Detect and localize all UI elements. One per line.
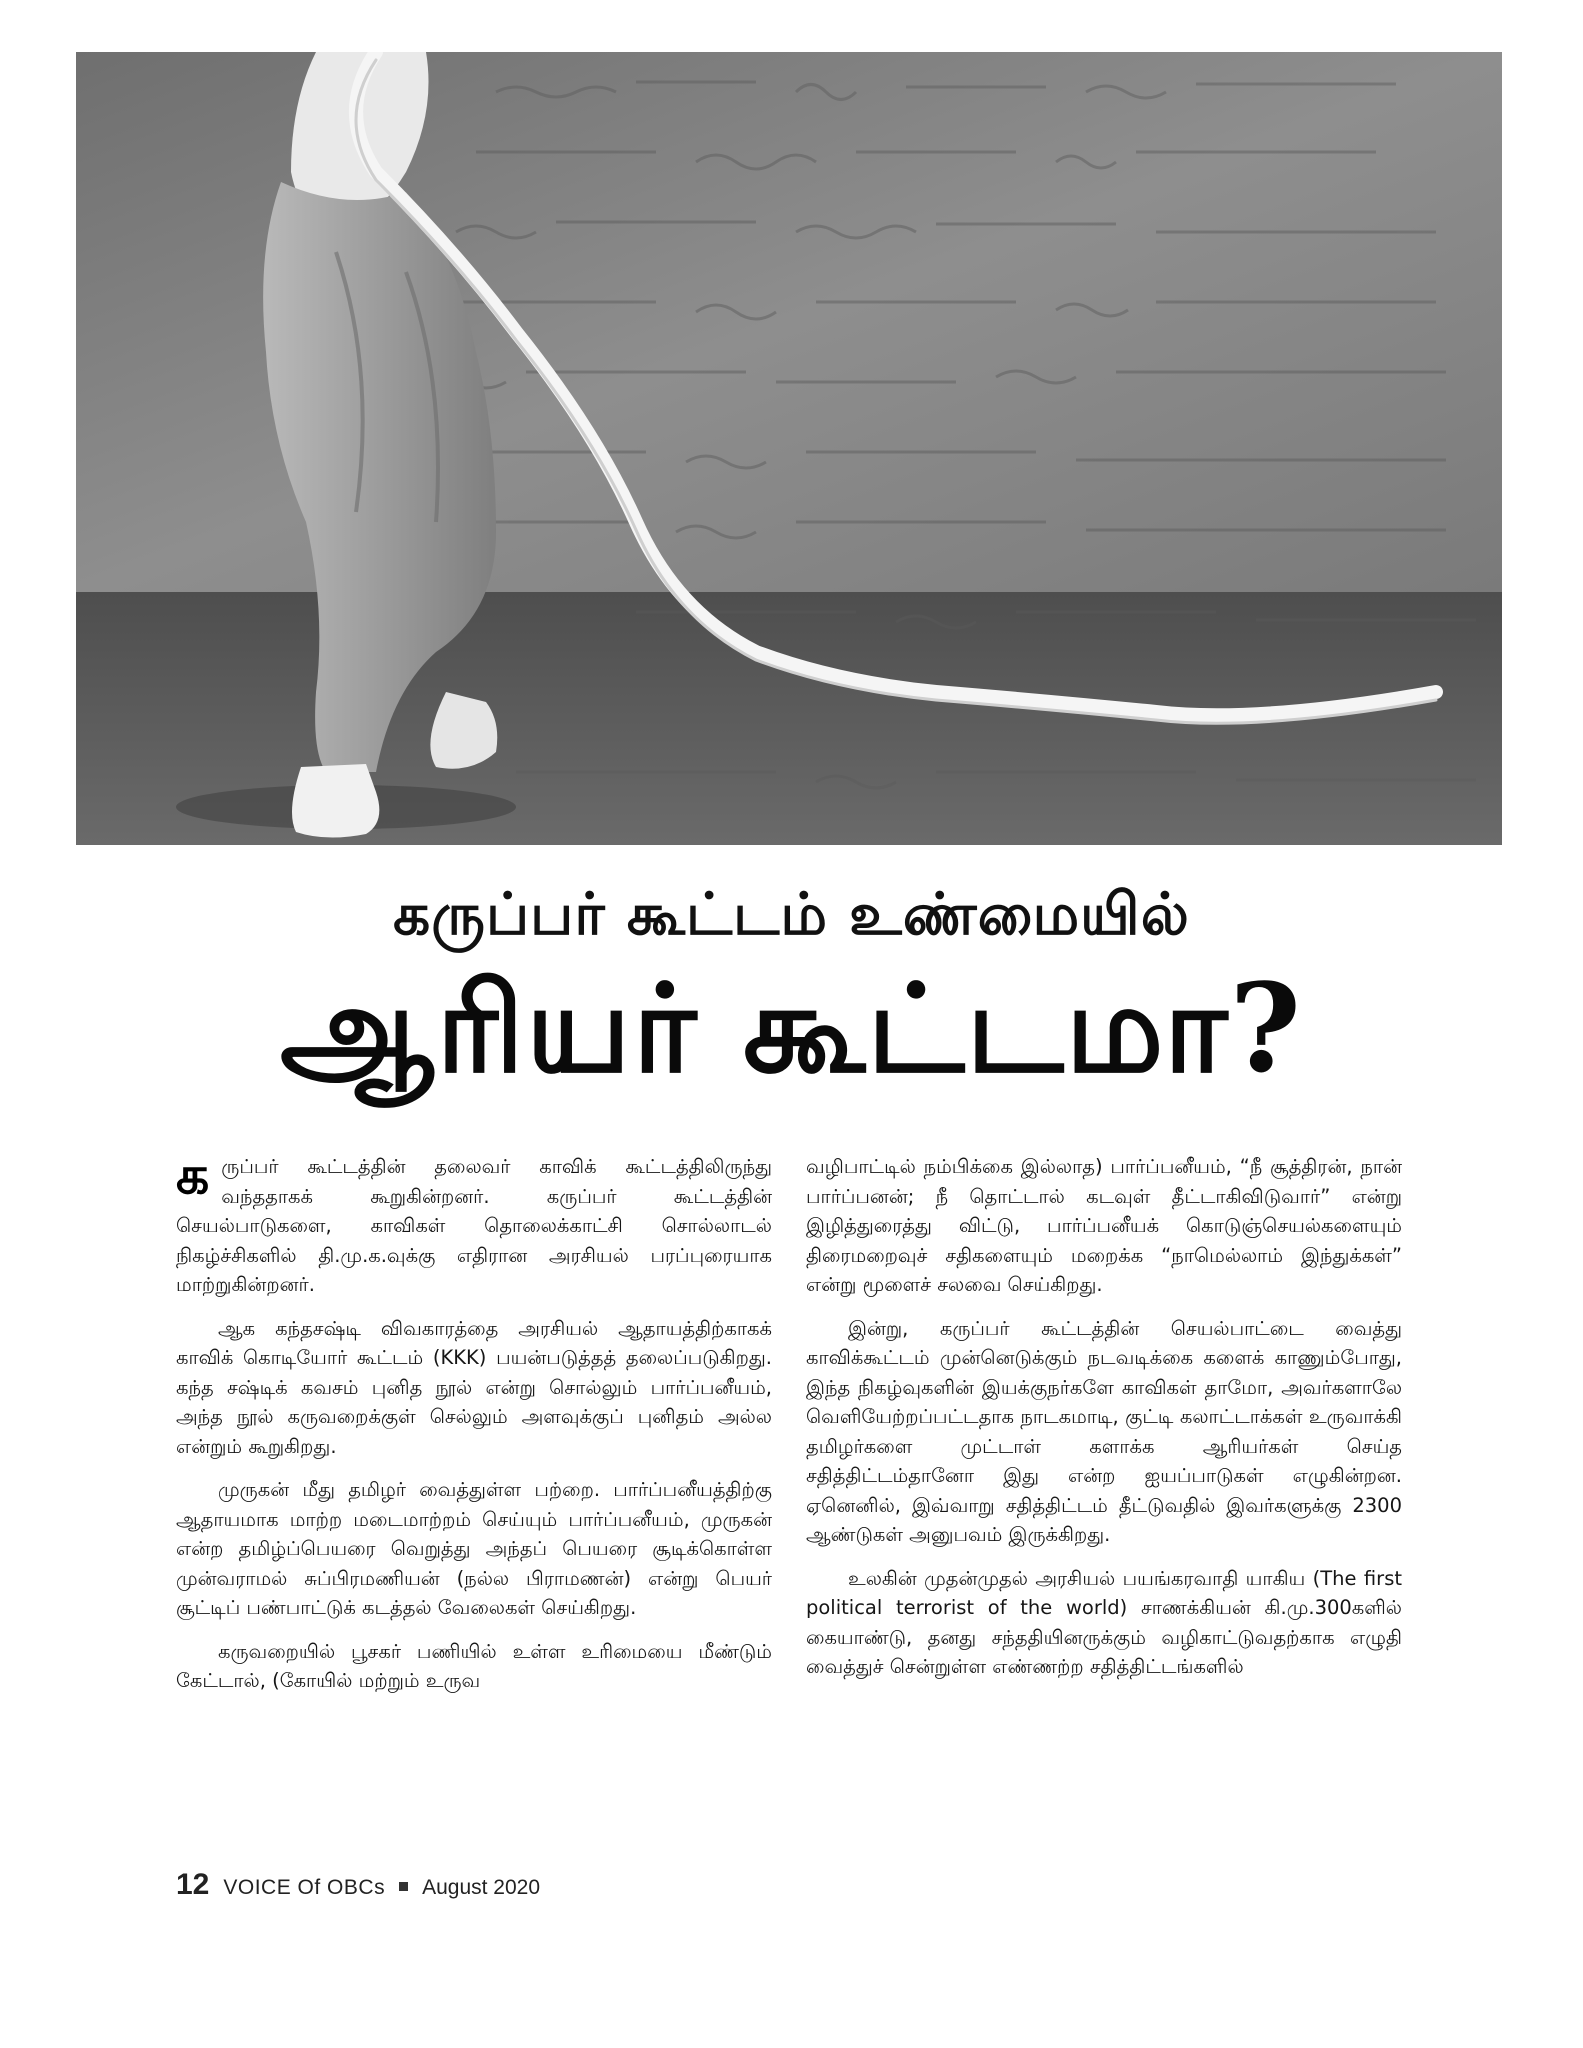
- paragraph: முருகன் மீது தமிழர் வைத்துள்ள பற்றை. பார்ப்பனீயத்திற்கு ஆதாயமாக மாற்ற மடைமாற்றம் செய்யும் பார்ப்பனீயம், முருகன் என்ற தமிழ்ப்பெயரை வெறுத்து அந்தப் பெயரை சூடிக்கொள்ள முன்வராமல் சுப்பிரமணியன் (நல்ல பிராமணன்) என்று பெயர் சூட்டிப் பண்பாட்டுக் கடத்தல் வேலைகள் செய்கிறது.: [176, 1478, 772, 1619]
- paragraph: உலகின் முதன்முதல் அரசியல் பயங்கரவாதி யாகிய (The first political terrorist of the world) சாணக்கியன் கி.மு.300களில் கையாண்டு, தனது சந்ததியினருக்கும் வழிகாட்டுவதற்காக எழுதி வைத்துச் சென்றுள்ள எண்ணற்ற சதித்திட்டங்களில்: [806, 1566, 1402, 1678]
- headline: [0, 875, 1583, 1103]
- article-column-right: [806, 1152, 1402, 1696]
- separator-square-icon: [399, 1882, 408, 1891]
- magazine-name: VOICE Of OBCs: [223, 1876, 386, 1899]
- article-column-left: [176, 1145, 772, 1710]
- paragraph: [176, 1145, 772, 1300]
- page-footer: [176, 1868, 540, 1908]
- paragraph: இன்று, கருப்பர் கூட்டத்தின் செயல்பாட்டை வைத்து காவிக்கூட்டம் முன்னெடுக்கும் நடவடிக்கை களைக் காணும்போது, இந்த நிகழ்வுகளின் இயக்குநர்களே காவிகள் தாமோ, அவர்களாலே வெளியேற்றப்பட்டதாக நாடகமாடி, குட்டி கலாட்டாக்கள் உருவாக்கி தமிழர்களை முட்டாள் களாக்க ஆரியர்கள் செய்த சதித்திட்டம்தானோ இது என்ற ஐயப்பாடுகள் எழுகின்றன. ஏனெனில், இவ்வாறு சதித்திட்டம் தீட்டுவதில் இவர்களுக்கு 2300 ஆண்டுகள் அனுபவம் இருக்கிறது.: [806, 1316, 1402, 1546]
- paragraph: வழிபாட்டில் நம்பிக்கை இல்லாத) பார்ப்பனீயம், “நீ சூத்திரன், நான் பார்ப்பனன்; நீ தொட்டால் கடவுள் தீட்டாகிவிடுவார்” என்று இழித்துரைத்து விட்டு, பார்ப்பனீயக் கொடுஞ்செயல்களையும் திரைமறைவுச் சதிகளையும் மறைக்க “நாமெல்லாம் இந்துக்கள்” என்று மூளைச் சலவை செய்கிறது.: [806, 1155, 1402, 1296]
- hero-illustration: [76, 52, 1502, 845]
- paragraph: ஆக கந்தசஷ்டி விவகாரத்தை அரசியல் ஆதாயத்திற்காகக் காவிக் கொடியோர் கூட்டம் (KKK) பயன்படுத்தத் தலைப்படுகிறது. கந்த சஷ்டிக் கவசம் புனித நூல் என்று சொல்லும் பார்ப்பனீயம், அந்த நூல் கருவறைக்குள் செல்லும் அளவுக்குப் புனிதம் அல்ல என்றும் கூறுகிறது.: [176, 1316, 772, 1458]
- paragraph-text: ருப்பர் கூட்டத்தின் தலைவர் காவிக் கூட்டத்திலிருந்து வந்ததாகக் கூறுகின்றனர். கருப்பர் கூட்டத்தின் செயல்பாடுகளை, காவிகள் தொலைக்காட்சி சொல்லாடல் நிகழ்ச்சிகளில் தி.மு.க.வுக்கு எதிரான அரசியல் பரப்புரையாக மாற்றுகின்றனர்.: [176, 1155, 772, 1296]
- issue-date: August 2020: [422, 1876, 541, 1899]
- headline-kicker: கருப்பர் கூட்டம் உண்மையில்: [393, 880, 1190, 948]
- drop-cap: க: [176, 1145, 210, 1206]
- headline-title: ஆரியர் கூட்டமா?: [280, 956, 1303, 1100]
- walking-figure-illustration: [76, 52, 1502, 845]
- page-number: 12: [176, 1868, 210, 1901]
- paragraph: கருவறையில் பூசகர் பணியில் உள்ள உரிமையை மீண்டும் கேட்டால், (கோயில் மற்றும் உருவ: [176, 1639, 772, 1692]
